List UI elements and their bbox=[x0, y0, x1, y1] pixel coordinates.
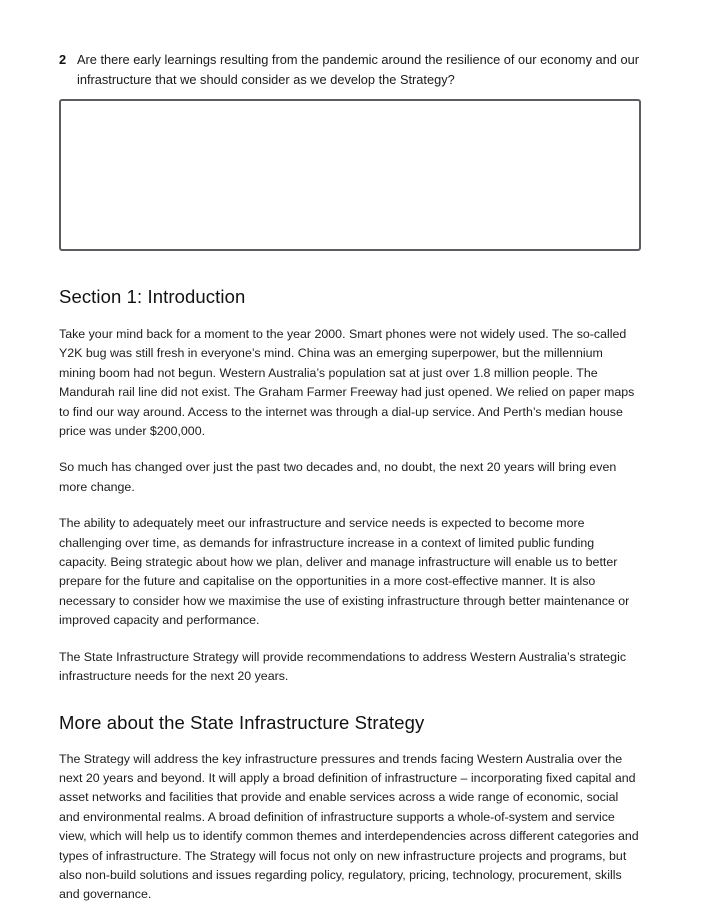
paragraph-intro-1: Take your mind back for a moment to the year 2000. Smart phones were not widely used. The so-called Y2K bug was still fresh in everyone’s mind. China was an emerging superpower, but the millennium mining boom had not begun. Western Australia’s population sat at just over 1.8 million people. The Mandurah rail line did not exist. The Graham Farmer Freeway had just opened. We relied on paper maps to find our way around. Access to the internet was through a dial-up service. And Perth’s median house price was under $200,000. bbox=[59, 327, 635, 439]
paragraph-intro-4: The State Infrastructure Strategy will provide recommendations to address Western Australia’s strategic infrastructure needs for the next 20 years. bbox=[59, 649, 627, 684]
document-content bbox=[59, 50, 642, 905]
paragraph-intro-2: So much has changed over just the past two decades and, no doubt, the next 20 years will bring even more change. bbox=[59, 460, 617, 494]
question-text: Are there early learnings resulting from the pandemic around the resilience of our economy and our infrastructure that we should consider as we develop the Strategy? bbox=[77, 52, 639, 87]
section-heading-introduction: Section 1: Introduction bbox=[59, 286, 246, 307]
paragraph-intro-3: The ability to adequately meet our infrastructure and service needs is expected to become more challenging over time, as demands for infrastructure increase in a context of limited public funding capacity. Being strategic about how we plan, deliver and manage infrastructure will enable us to better prepare for the future and capitalise on the opportunities in a more cost-effective manner. It is also necessary to consider how we maximise the use of existing infrastructure through better maintenance or improved capacity and performance. bbox=[59, 516, 630, 628]
question-block bbox=[59, 50, 642, 89]
question-number: 2 bbox=[59, 52, 67, 67]
section-heading-more-about: More about the State Infrastructure Strategy bbox=[59, 711, 425, 733]
paragraph-more-about-1: The Strategy will address the key infrastructure pressures and trends facing Western Australia over the next 20 years and beyond. It will apply a broad definition of infrastructure – incorporating fixed capital and asset networks and facilities that provide and enable services across a wide range of economic, social and environmental realms. A broad definition of infrastructure supports a whole-of-system and service view, which will help us to identify common themes and interdependencies across different categories and types of infrastructure. The Strategy will focus not only on new infrastructure projects and programs, but also non-build solutions and issues regarding policy, regulatory, pricing, technology, procurement, skills and governance. bbox=[59, 751, 639, 902]
answer-textbox[interactable] bbox=[59, 99, 641, 251]
